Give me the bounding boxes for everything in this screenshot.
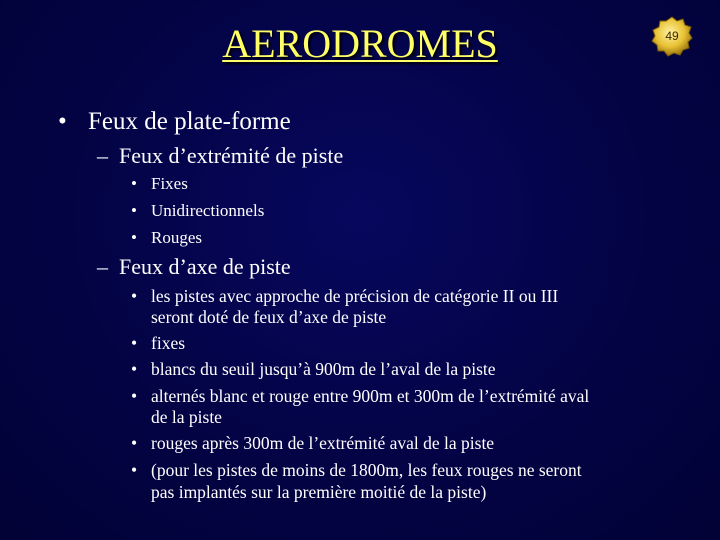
page-number-badge bbox=[651, 15, 693, 57]
main-bullet-text: Feux de plate-forme bbox=[88, 108, 291, 135]
list-item-marker: • bbox=[131, 333, 138, 353]
page-number: 49 bbox=[665, 29, 679, 43]
list-item-text: blancs du seuil jusqu’à 900m de l’aval de la piste bbox=[151, 359, 496, 379]
list-item-text: de la piste bbox=[151, 407, 222, 427]
list-item-marker: • bbox=[131, 201, 137, 220]
list-item-text: Fixes bbox=[151, 174, 188, 193]
list-item-text: rouges après 300m de l’extrémité aval de la piste bbox=[151, 433, 495, 453]
list-item-marker: • bbox=[131, 174, 137, 193]
slide-title: AERODROMES bbox=[222, 21, 498, 66]
list-item-marker: • bbox=[131, 386, 138, 406]
list-item-text: alternés blanc et rouge entre 900m et 300m de l’extrémité aval bbox=[151, 386, 590, 406]
list-item-text: fixes bbox=[151, 333, 186, 353]
section1-text: Feux d’extrémité de piste bbox=[119, 143, 344, 168]
section1-marker: – bbox=[97, 143, 108, 168]
list-item-text: (pour les pistes de moins de 1800m, les feux rouges ne seront bbox=[151, 460, 582, 480]
list-item-marker: • bbox=[131, 228, 137, 247]
list-item-marker: • bbox=[131, 286, 138, 306]
list-item-marker: • bbox=[131, 460, 138, 480]
list-item-text: Rouges bbox=[151, 228, 202, 247]
list-item-text: seront doté de feux d’axe de piste bbox=[151, 307, 387, 327]
list-item-text: Unidirectionnels bbox=[151, 201, 265, 220]
section2-text: Feux d’axe de piste bbox=[119, 254, 291, 279]
list-item-marker: • bbox=[131, 359, 138, 379]
section2-marker: – bbox=[97, 254, 108, 279]
list-item-text: les pistes avec approche de précision de catégorie II ou III bbox=[151, 286, 559, 306]
list-item-text: pas implantés sur la première moitié de la piste) bbox=[151, 482, 487, 502]
list-item-marker: • bbox=[131, 433, 138, 453]
main-bullet-marker: • bbox=[58, 108, 67, 135]
